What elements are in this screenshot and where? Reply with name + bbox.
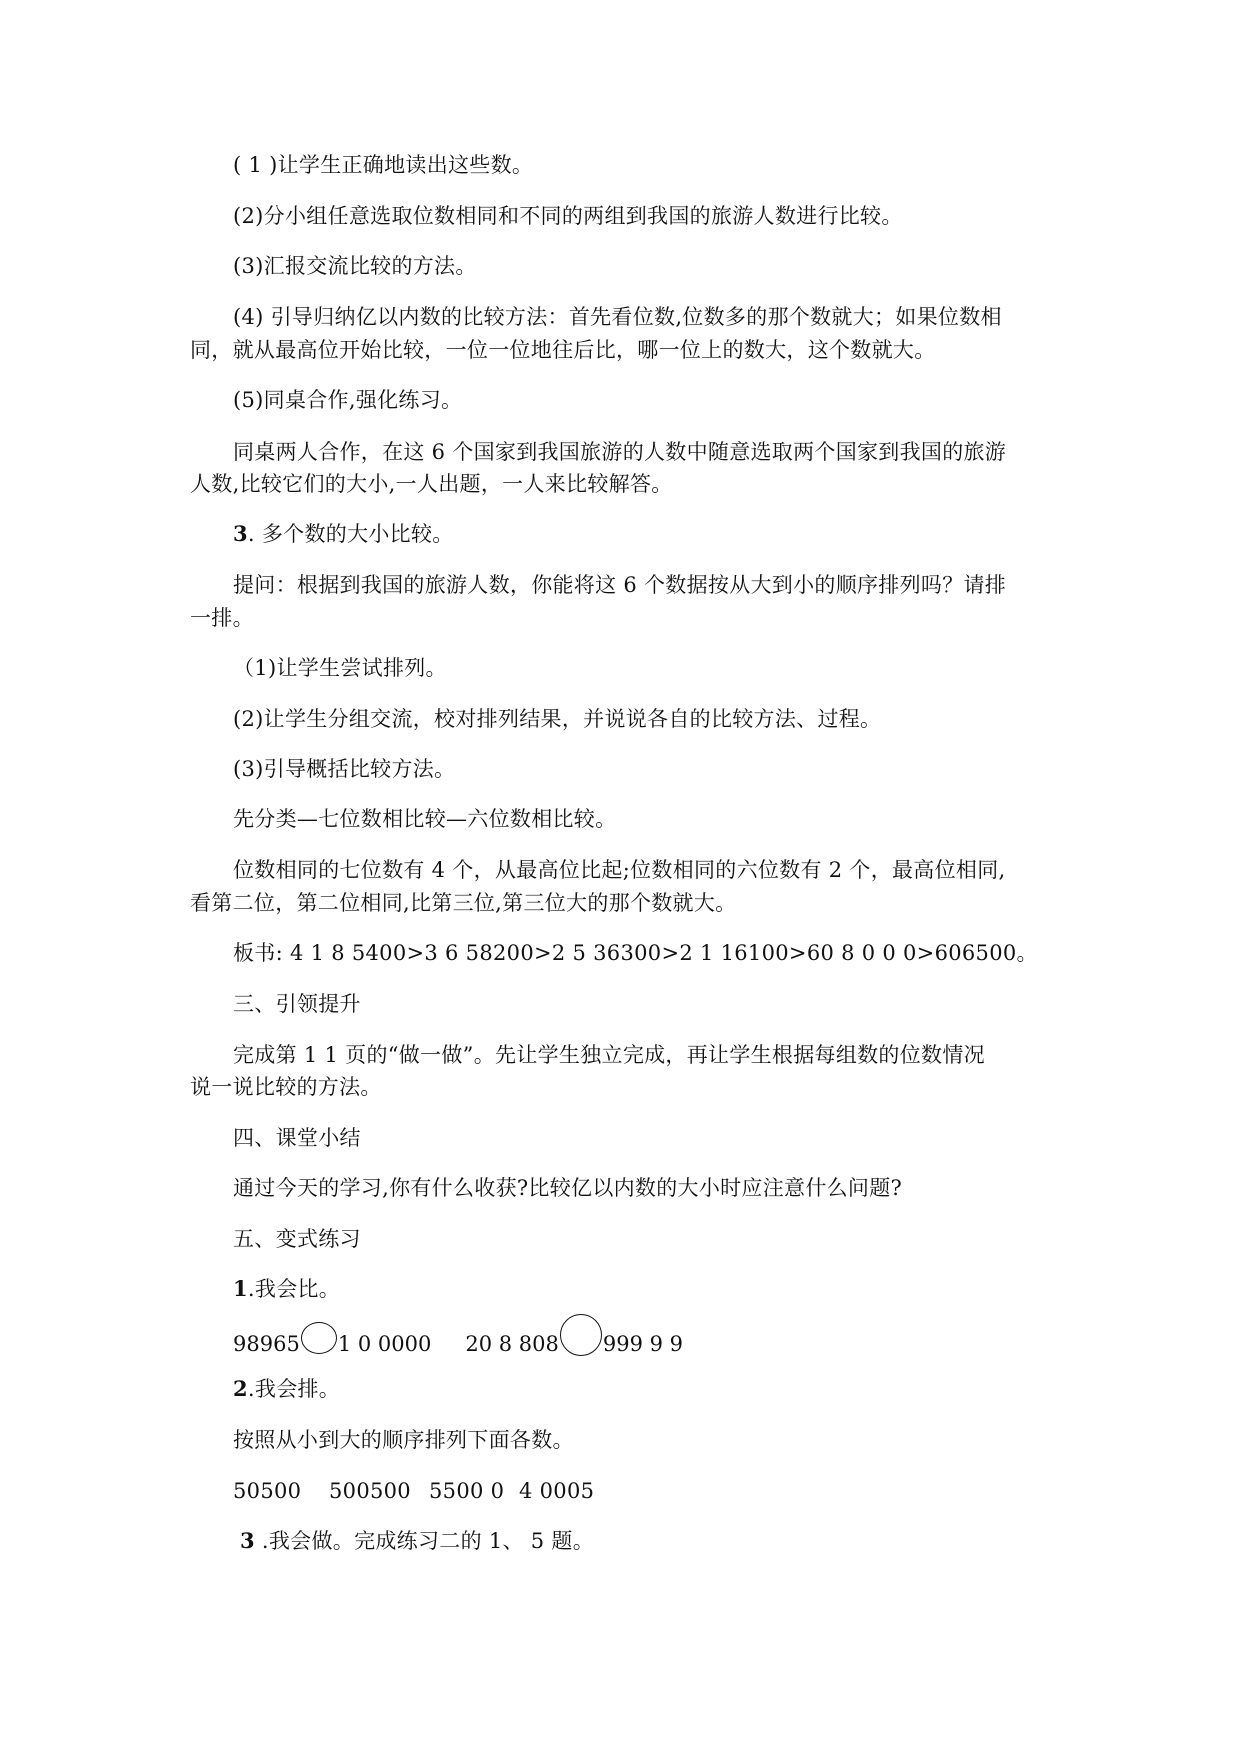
- pair-work-line1: 同桌两人合作，在这 6 个国家到我国旅游的人数中随意选取两个国家到我国的旅游: [233, 440, 1007, 464]
- compare-a-left: 98965: [233, 1332, 300, 1356]
- compare-b-left: 20 8 808: [465, 1332, 559, 1356]
- method-line1: 位数相同的七位数有 4 个，从最高位比起;位数相同的六位数有 2 个，最高位相同,: [233, 858, 1006, 882]
- step-4-text-line2: 同，就从最高位开始比较，一位一位地往后比，哪一位上的数大，这个数就大。: [190, 338, 936, 362]
- compare-a-blank-circle[interactable]: [301, 1322, 337, 1354]
- order-number-2: 500500: [329, 1479, 411, 1503]
- exercise-1-number: 1: [233, 1276, 248, 1301]
- step-4-text-line1: (4) 引导归纳亿以内数的比较方法：首先看位数,位数多的那个数就大；如果位数相: [233, 305, 1002, 329]
- step-2-text: (2)分小组任意选取位数相同和不同的两组到我国的旅游人数进行比较。: [233, 204, 903, 228]
- exercise-instruction-line2: 说一说比较的方法。: [190, 1075, 382, 1099]
- exercise-2-title: .我会排。: [247, 1377, 341, 1401]
- step-3-text: (3)汇报交流比较的方法。: [233, 254, 477, 278]
- section-3-title: . 多个数的大小比较。: [247, 522, 454, 546]
- order-step-1: （1)让学生尝试排列。: [233, 656, 447, 680]
- step-1-text: ( 1 )让学生正确地读出这些数。: [233, 153, 534, 177]
- section-heading-five: 五、变式练习: [233, 1227, 361, 1251]
- ordering-instruction: 按照从小到大的顺序排列下面各数。: [233, 1428, 574, 1452]
- compare-b-blank-circle[interactable]: [560, 1314, 602, 1356]
- exercise-instruction-line1: 完成第 1 1 页的“做一做”。先让学生独立完成，再让学生根据每组数的位数情况: [233, 1043, 985, 1067]
- question-line2: 一排。: [190, 606, 254, 630]
- question-line1: 提问：根据到我国的旅游人数，你能将这 6 个数据按从大到小的顺序排列吗？请排: [233, 573, 1007, 597]
- comparison-row: [233, 1316, 683, 1360]
- order-step-2: (2)让学生分组交流，校对排列结果，并说说各自的比较方法、过程。: [233, 707, 882, 731]
- exercise-1-title: .我会比。: [247, 1277, 341, 1301]
- exercise-2-heading: [233, 1373, 340, 1405]
- exercise-3-number: 3: [240, 1528, 255, 1553]
- order-number-1: 50500: [233, 1479, 302, 1503]
- board-writing: 板书: 4 1 8 5400>3 6 58200>2 5 36300>2 1 16100>60 8 0 0 0>606500。: [233, 941, 1038, 965]
- numbers-to-order: [233, 1475, 594, 1507]
- method-line2: 看第二位，第二位相同,比第三位,第三位大的那个数就大。: [190, 891, 737, 915]
- classify-text: 先分类—七位数相比较—六位数相比较。: [233, 807, 617, 831]
- section-heading-four: 四、课堂小结: [233, 1126, 361, 1150]
- section-3-heading: [233, 518, 454, 550]
- order-number-3: 5500 0: [429, 1479, 505, 1503]
- summary-question: 通过今天的学习,你有什么收获?比较亿以内数的大小时应注意什么问题?: [233, 1176, 903, 1200]
- order-step-3: (3)引导概括比较方法。: [233, 757, 456, 781]
- section-3-number: 3: [233, 521, 248, 546]
- pair-work-line2: 人数,比较它们的大小,一人出题，一人来比较解答。: [190, 472, 673, 496]
- section-heading-three: 三、引领提升: [233, 992, 361, 1016]
- order-number-4: 4 0005: [519, 1479, 595, 1503]
- step-5-text: (5)同桌合作,强化练习。: [233, 388, 463, 412]
- exercise-2-number: 2: [233, 1376, 248, 1401]
- exercise-1-heading: [233, 1273, 340, 1305]
- compare-a-right: 1 0 0000: [337, 1332, 432, 1356]
- compare-b-right: 999 9 9: [602, 1332, 683, 1356]
- exercise-3-heading: [240, 1525, 594, 1557]
- exercise-3-title: .我会做。完成练习二的 1、 5 题。: [254, 1529, 595, 1553]
